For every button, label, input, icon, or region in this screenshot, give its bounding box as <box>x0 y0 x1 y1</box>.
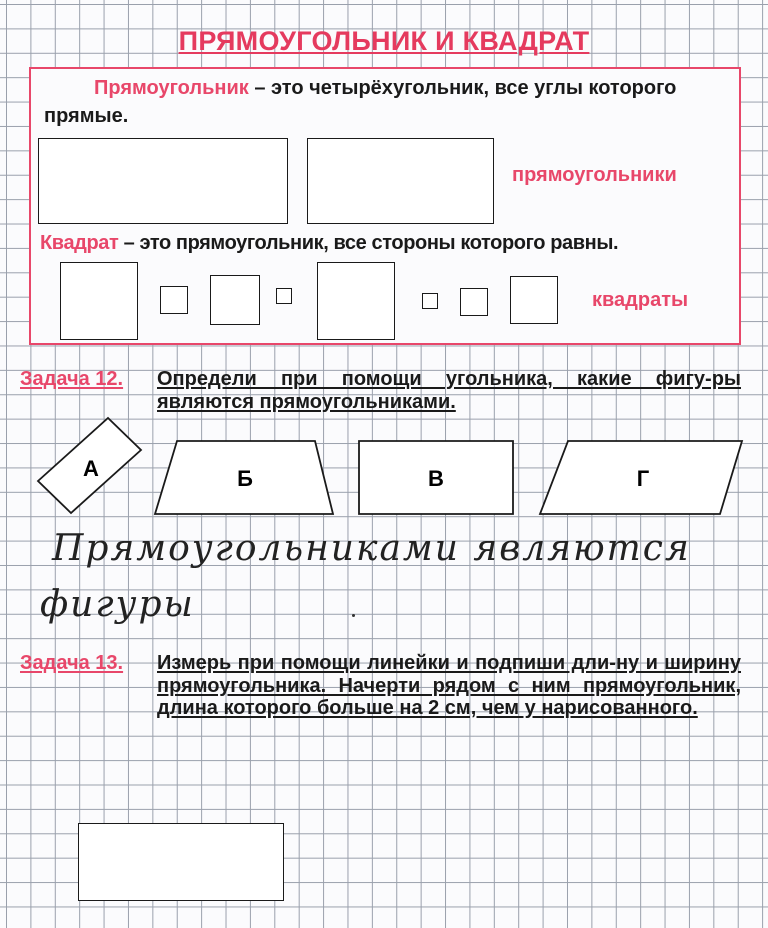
handwritten-line-2: фигуры <box>40 584 195 625</box>
rectangle-term: Прямоугольник <box>94 77 249 99</box>
rectangles-label: прямоугольники <box>512 164 677 186</box>
task12-text: Определи при помощи угольника, какие фигу-ры являются прямоугольниками. <box>157 368 741 413</box>
page-title: ПРЯМОУГОЛЬНИК И КВАДРАТ <box>178 26 590 56</box>
square-definition-text: – это прямоугольник, все стороны которого равны. <box>118 232 619 254</box>
square-term: Квадрат <box>40 232 119 254</box>
figure-g-label: Г <box>636 466 650 491</box>
pencil-dot <box>352 614 355 617</box>
handwritten-line-1: Прямоугольниками являются <box>52 528 691 569</box>
squares-label: квадраты <box>592 289 689 311</box>
task13-rectangle <box>78 823 284 901</box>
task13-text: Измерь при помощи линейки и подпиши дли-ну и ширину прямоугольника. Начерти рядом с ним прямоугольник, длина которого больше на 2 см, чем у нарисованного. <box>157 652 741 719</box>
task12-label: Задача 12. <box>20 368 124 390</box>
task13-label: Задача 13. <box>20 652 124 674</box>
figure-a-label: А <box>83 456 99 481</box>
figure-v-label: В <box>428 466 444 491</box>
figure-b-label: Б <box>237 466 253 491</box>
rectangle-definition-text: – это четырёхугольник, все углы которого прямые. <box>44 77 677 127</box>
